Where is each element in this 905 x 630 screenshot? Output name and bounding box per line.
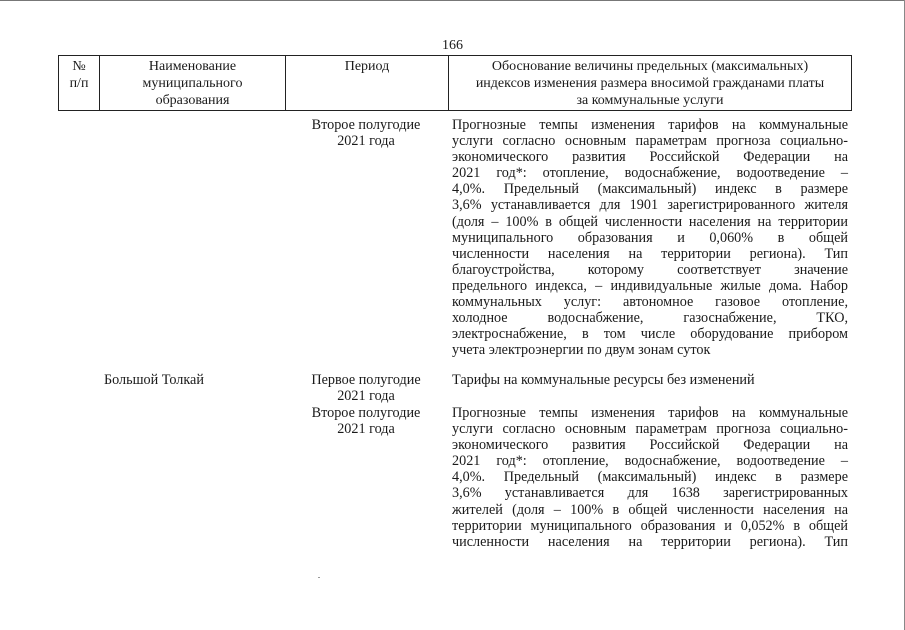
text-line: Прогнозные темпы изменения тарифов на коммунальные [452,405,848,421]
column-header-number [59,56,100,111]
text-line: благоустройства, которому соответствует значение [452,261,848,278]
row3-period: Второе полугодие 2021 года [311,405,421,438]
text-line: электроснабжение, в том числе оборудование прибором [452,326,848,343]
text-line: предельного индекса, – индивидуальные жилые дома. Набор [452,277,848,294]
column-header-justification-text: Обоснование величины предельных (максимальных) индексов изменения размера вносимой гражданами платы за коммунальные услуги [475,59,825,108]
column-header-municipality [100,56,286,111]
text-line: численности населения на территории региона). Тип [452,245,848,262]
row1-justification [452,117,848,358]
scan-speck [318,577,320,578]
row1-period: Второе полугодие 2021 года [311,117,421,150]
text-line: 2021 год*: отопление, водоснабжение, водоотведение – [452,165,848,182]
column-header-municipality-text: Наименование муниципального образования [142,59,243,108]
municipality-name: Большой Толкай [104,372,204,388]
row2-justification: Тарифы на коммунальные ресурсы без изменений [452,372,755,388]
text-line: учета электроэнергии по двум зонам суток [452,342,711,359]
text-line: 4,0%. Предельный (максимальный) индекс в размере [452,181,848,198]
text-line: услуги согласно основным параметрам прогноза социально- [452,133,848,150]
row2-period: Первое полугодие 2021 года [311,372,421,405]
text-line: муниципального образования и 0,060% в общей [452,229,848,246]
scan-edge-top [0,0,905,1]
table-header [58,55,852,111]
page-number: 166 [442,38,463,53]
column-header-number-text: № п/п [69,59,89,91]
text-line: услуги согласно основным параметрам прогноза социально- [452,421,848,438]
text-line: численности населения на территории региона). Тип [452,533,848,550]
text-line: Прогнозные темпы изменения тарифов на коммунальные [452,117,848,133]
text-line: 2021 год*: отопление, водоснабжение, водоотведение – [452,453,848,470]
text-line: коммунальных услуг: автономное газовое отопление, [452,294,848,311]
text-line: холодное водоснабжение, газоснабжение, ТКО, [452,310,848,327]
text-line: жителей (доля – 100% в общей численности населения на [452,501,848,518]
column-header-period [286,56,449,111]
table-header-row [59,56,852,111]
text-line: 4,0%. Предельный (максимальный) индекс в размере [452,469,848,486]
column-header-period-text: Период [344,59,390,74]
text-line: экономического развития Российской Федерации на [452,437,848,454]
text-line: 3,6% устанавливается для 1901 зарегистрированного жителя [452,197,848,214]
text-line: территории муниципального образования и 0,052% в общей [452,517,848,534]
text-line: 3,6% устанавливается для 1638 зарегистрированных [452,485,848,502]
column-header-justification [449,56,852,111]
text-line: (доля – 100% в общей численности населения на территории [452,213,848,230]
text-line: экономического развития Российской Федерации на [452,149,848,166]
row3-justification [452,405,848,550]
